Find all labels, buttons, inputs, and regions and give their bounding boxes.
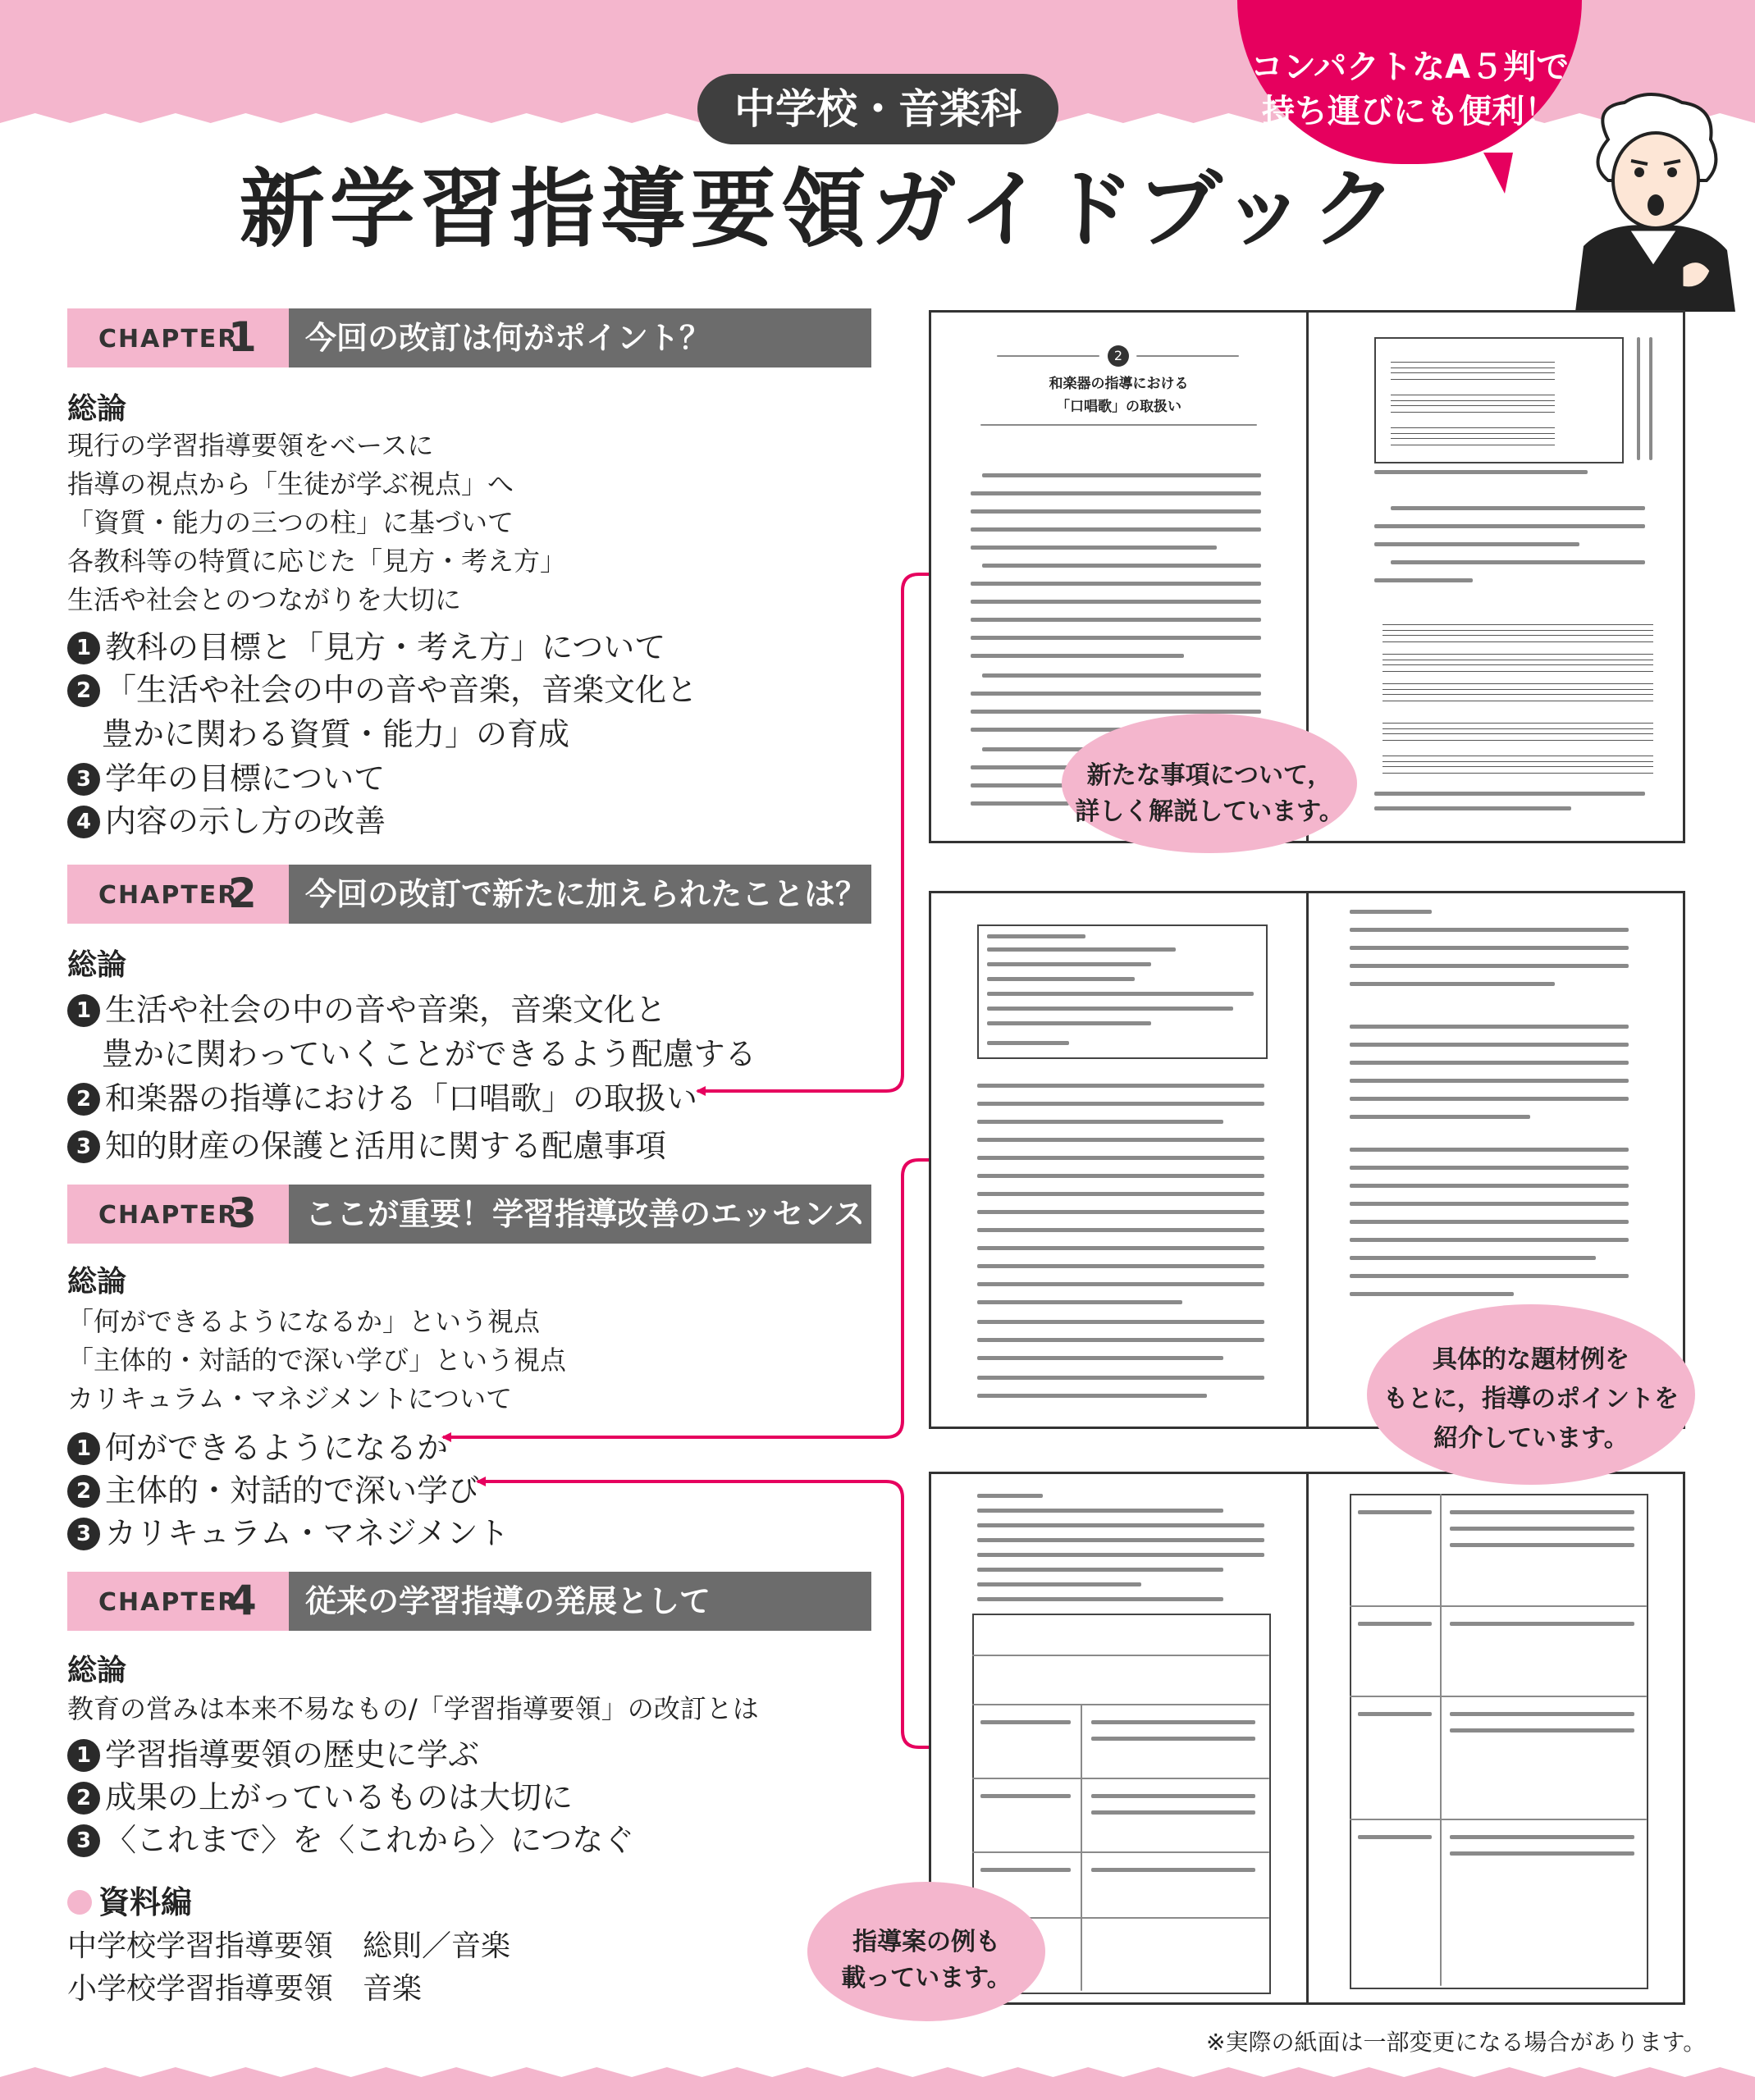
cell-text: [1358, 1622, 1432, 1626]
text-line: [977, 1523, 1264, 1527]
footnote: ※実際の紙面は一部変更になる場合があります。: [1206, 2029, 1707, 2056]
text-line: [987, 934, 1085, 938]
text-line: [971, 600, 1261, 604]
chapter-3-number: 3: [228, 1189, 257, 1237]
number-badge: 1: [67, 632, 100, 664]
chapter-3-line-2: 「主体的・対話的で深い学び」という視点: [67, 1344, 567, 1376]
text-line: [977, 1356, 1223, 1360]
text-line: [982, 564, 1261, 568]
chapter-2-tag: [67, 865, 289, 924]
text-line: [987, 992, 1254, 996]
item-text: カリキュラム・マネジメント: [105, 1515, 510, 1551]
chapter-4-tag: [67, 1572, 289, 1631]
chapter-1-number: 1: [228, 313, 257, 361]
item-text: 知的財産の保護と活用に関する配慮事項: [105, 1128, 667, 1164]
chapter-3-heading: ここが重要！学習指導改善のエッセンス: [289, 1185, 871, 1244]
cell-text: [1358, 1510, 1432, 1514]
staff-lines: [1383, 756, 1653, 774]
cell-text: [1450, 1510, 1634, 1514]
text-line: [1391, 560, 1645, 564]
text-line: [1350, 1115, 1530, 1119]
cell-text: [1358, 1835, 1432, 1839]
chapter-2-heading: 今回の改訂で新たに加えられたことは？: [289, 865, 871, 924]
text-line: [982, 673, 1261, 678]
title-rule: [1136, 355, 1239, 357]
callout-line: 詳しく解説しています。: [1075, 797, 1344, 826]
sample-3-callout: [807, 1882, 1045, 2021]
cell-text: [980, 1868, 1071, 1872]
text-line: [977, 1264, 1264, 1268]
staff-lines: [1383, 723, 1653, 741]
text-line: [971, 654, 1184, 658]
table-rule: [1350, 1819, 1647, 1820]
sample-2-callout: [1367, 1304, 1695, 1485]
chapter-4-item-2: [67, 1772, 573, 1817]
vertical-text: [1649, 337, 1652, 460]
sample-1-right-page: [1309, 313, 1683, 841]
chapter-3-line-1: 「何ができるようになるか」という視点: [67, 1306, 541, 1337]
text-line: [977, 1338, 1264, 1342]
table-rule: [1350, 1605, 1647, 1607]
item-text: 〈これまで〉を〈これから〉につなぐ: [105, 1822, 635, 1858]
chapter-3-item-1: [67, 1422, 448, 1468]
text-line: [1350, 1097, 1629, 1101]
item-text: 成果の上がっているものは大切に: [105, 1779, 574, 1815]
text-line: [1374, 542, 1579, 546]
text-line: [1350, 1061, 1629, 1065]
chapter-1-item-2: [67, 664, 697, 710]
corner-speech-bubble: [1237, 0, 1582, 164]
callout-line: もとに，指導のポイントを: [1383, 1385, 1679, 1413]
text-line: [977, 1228, 1264, 1232]
pink-dot-icon: [67, 1890, 92, 1915]
chapter-3-word: CHAPTER: [98, 1201, 239, 1230]
chapter-1-line-1: 現行の学習指導要領をベースに: [67, 430, 434, 461]
caption-line: [1374, 792, 1645, 796]
text-line: [977, 1494, 1043, 1498]
chapter-1-line-4: 各教科等の特質に応じた「見方・考え方」: [67, 546, 567, 577]
item-text: 教科の目標と「見方・考え方」について: [105, 629, 666, 665]
text-line: [1350, 1292, 1514, 1296]
number-badge: 2: [67, 1782, 100, 1815]
text-line: [987, 1007, 1233, 1011]
cell-text: [1091, 1868, 1255, 1872]
cell-text: [1450, 1835, 1634, 1839]
text-line: [1350, 946, 1629, 950]
chapter-1-item-3: [67, 753, 385, 798]
staff-lines: [1383, 654, 1653, 672]
text-line: [977, 1394, 1207, 1398]
sample-1-callout: [1062, 714, 1357, 853]
text-line: [1350, 1202, 1629, 1206]
text-line: [987, 1021, 1151, 1025]
chapter-4-item-3: [67, 1815, 634, 1860]
chapter-1-item-1: [67, 622, 665, 667]
callout-line: 載っています。: [841, 1964, 1012, 1993]
text-line: [971, 783, 1069, 788]
table-rule: [1081, 1704, 1082, 1991]
chapter-4-heading: 従来の学習指導の発展として: [289, 1572, 871, 1631]
staff-lines: [1391, 362, 1555, 380]
text-line: [977, 1282, 1264, 1286]
cell-text: [1450, 1712, 1634, 1716]
chapter-1-line-3: 「資質・能力の三つの柱」に基づいて: [67, 507, 514, 538]
text-line: [987, 1041, 1069, 1045]
chapter-3-item-3: [67, 1508, 509, 1553]
table-rule: [972, 1655, 1269, 1656]
text-line: [977, 1174, 1264, 1178]
number-badge: 2: [67, 1083, 100, 1116]
chapter-2-item-1-continued: 豊かに関わっていくことができるよう配慮する: [102, 1036, 756, 1072]
chapter-2-item-3: [67, 1121, 666, 1166]
text-line: [1350, 1220, 1629, 1224]
text-line: [971, 546, 1217, 550]
text-line: [977, 1210, 1264, 1214]
text-line: [982, 473, 1261, 477]
chapter-3-tag: [67, 1185, 289, 1244]
text-line: [977, 1376, 1264, 1380]
cell-text: [1450, 1851, 1634, 1856]
cell-text: [1091, 1720, 1255, 1724]
item-text: 和楽器の指導における「口唱歌」の取扱い: [105, 1080, 698, 1116]
chapter-2-item-2: [67, 1073, 697, 1118]
text-line: [1350, 1043, 1629, 1047]
text-line: [1391, 506, 1645, 510]
text-line: [977, 1509, 1223, 1513]
number-badge: 1: [67, 994, 100, 1027]
text-line: [987, 977, 1135, 981]
item-text: 何ができるようになるか: [105, 1430, 449, 1466]
item-text: 主体的・対話的で深い学び: [105, 1472, 480, 1509]
text-line: [977, 1120, 1223, 1124]
cell-text: [1091, 1810, 1255, 1815]
table-rule: [972, 1851, 1269, 1853]
cell-text: [1450, 1728, 1634, 1732]
cell-text: [1091, 1794, 1255, 1798]
chapter-1-line-5: 生活や社会とのつながりを大切に: [67, 584, 462, 615]
text-line: [977, 1553, 1264, 1557]
chapter-4-word: CHAPTER: [98, 1588, 239, 1617]
title-rule: [997, 355, 1099, 357]
text-line: [1350, 1148, 1629, 1152]
text-line: [977, 1192, 1264, 1196]
table-rule: [1440, 1494, 1442, 1986]
corner-bubble-line-1: コンパクトなA５判で: [1250, 48, 1570, 86]
number-badge: 4: [67, 806, 100, 838]
text-line: [971, 801, 1069, 806]
chapter-2-item-1: [67, 984, 666, 1029]
chapter-4-bar: [67, 1572, 871, 1631]
text-line: [977, 1538, 1264, 1542]
text-line: [1350, 910, 1432, 914]
cell-text: [1450, 1543, 1634, 1547]
item-text: 学年の目標について: [105, 760, 386, 797]
corner-bubble-tail: [1483, 153, 1513, 194]
sample-3-right-page: [1309, 1474, 1683, 2002]
caption-line: [1374, 806, 1571, 810]
callout-line: 新たな事項について，: [1086, 761, 1332, 790]
text-line: [971, 636, 1261, 640]
item-text: 学習指導要領の歴史に学ぶ: [105, 1737, 480, 1773]
item-text: 生活や社会の中の音や音楽，音楽文化と: [105, 992, 667, 1028]
sample-2-left-page: [931, 893, 1306, 1427]
text-line: [1374, 578, 1473, 582]
number-badge: 3: [67, 1130, 100, 1163]
text-line: [977, 1300, 1182, 1304]
chapter-1-tag: [67, 308, 289, 368]
reference-title-text: 資料編: [98, 1884, 193, 1920]
text-line: [977, 1568, 1223, 1572]
chapter-1-line-2: 指導の視点から「生徒が学ぶ視点」へ: [67, 468, 514, 500]
text-line: [971, 618, 1261, 622]
chapter-2-number: 2: [228, 870, 257, 917]
text-line: [977, 1582, 1141, 1586]
text-line: [1350, 1256, 1596, 1260]
lesson-plan-table: [1350, 1494, 1648, 1989]
number-badge: 1: [67, 1432, 100, 1465]
number-badge: 3: [67, 1824, 100, 1857]
text-line: [1350, 928, 1629, 932]
chapter-4-section-title: 総論: [67, 1654, 127, 1687]
composer-mascot-icon: [1559, 90, 1748, 312]
item-text: 「生活や社会の中の音や音楽，音楽文化と: [105, 672, 698, 708]
callout-line: 指導案の例も: [852, 1928, 1000, 1956]
text-line: [977, 1138, 1264, 1142]
text-line: [971, 509, 1261, 514]
table-rule: [972, 1778, 1269, 1779]
cell-text: [1091, 1737, 1255, 1741]
text-line: [1350, 982, 1555, 986]
number-badge: 2: [67, 1475, 100, 1508]
chapter-1-section-title: 総論: [67, 392, 127, 426]
text-line: [977, 1597, 1223, 1601]
cell-text: [1358, 1712, 1432, 1716]
text-line: [977, 1084, 1264, 1088]
reference-title: [67, 1877, 192, 1922]
number-badge: 2: [67, 674, 100, 707]
chapter-1-heading: 今回の改訂は何がポイント？: [289, 308, 871, 368]
corner-bubble-line-2: 持ち運びにも便利！: [1262, 93, 1557, 130]
table-rule: [1350, 1696, 1647, 1697]
staff-lines: [1383, 624, 1653, 642]
caption-line: [1374, 470, 1588, 474]
sample-1-title-line-2: 「口唱歌」の取扱い: [1056, 399, 1181, 415]
vertical-text: [1637, 337, 1640, 460]
callout-line: 紹介しています。: [1433, 1424, 1629, 1453]
text-line: [1350, 1079, 1629, 1083]
text-line: [971, 692, 1261, 696]
chapter-4-number: 4: [228, 1577, 257, 1624]
chapter-2-section-title: 総論: [67, 948, 127, 982]
title-rule: [980, 424, 1257, 426]
text-line: [1350, 1166, 1629, 1170]
chapter-1-item-2-continued: 豊かに関わる資質・能力」の育成: [102, 716, 570, 752]
number-badge: 3: [67, 1518, 100, 1550]
number-badge: 3: [67, 763, 100, 796]
text-line: [977, 1246, 1264, 1250]
text-line: [977, 1156, 1264, 1160]
chapter-2-bar: [67, 865, 871, 924]
staff-lines: [1391, 395, 1555, 413]
text-line: [971, 527, 1261, 532]
callout-line: 具体的な題材例を: [1433, 1345, 1629, 1374]
cell-text: [980, 1720, 1071, 1724]
chapter-2-word: CHAPTER: [98, 881, 239, 910]
text-line: [971, 582, 1261, 586]
text-line: [1350, 1274, 1629, 1278]
cell-text: [980, 1794, 1071, 1798]
text-line: [1374, 524, 1645, 528]
sample-1-badge: 2: [1108, 345, 1129, 367]
text-line: [987, 947, 1176, 952]
chapter-3-section-title: 総論: [67, 1265, 127, 1299]
text-line: [1350, 1238, 1629, 1242]
table-rule: [972, 1704, 1269, 1705]
text-line: [977, 1102, 1264, 1106]
text-line: [1350, 1025, 1629, 1029]
subject-label: 中学校・音楽科: [697, 74, 1058, 144]
chapter-3-bar: [67, 1185, 871, 1244]
staff-lines: [1383, 683, 1653, 701]
text-line: [1350, 1184, 1629, 1188]
bottom-decorative-band: [0, 2067, 1755, 2100]
text-line: [1350, 964, 1629, 968]
page-title: 新学習指導要領ガイドブック: [239, 159, 1402, 259]
number-badge: 1: [67, 1739, 100, 1772]
cell-text: [1450, 1527, 1634, 1531]
text-line: [977, 1320, 1264, 1324]
chapter-1-bar: [67, 308, 871, 368]
chapter-3-item-2: [67, 1465, 479, 1510]
cell-text: [1450, 1622, 1634, 1626]
chapter-1-word: CHAPTER: [98, 325, 239, 354]
chapter-1-item-4: [67, 796, 386, 841]
staff-lines: [1391, 427, 1555, 445]
item-text: 内容の示し方の改善: [105, 803, 386, 839]
chapter-3-line-3: カリキュラム・マネジメントについて: [67, 1383, 513, 1414]
text-line: [971, 491, 1261, 495]
sample-1-title-line-1: 和楽器の指導における: [1049, 376, 1189, 392]
chapter-4-item-1: [67, 1729, 479, 1774]
text-line: [987, 962, 1151, 966]
reference-line-1: 中学校学習指導要領 総則／音楽: [67, 1929, 511, 1963]
reference-line-2: 小学校学習指導要領 音楽: [67, 1972, 423, 2006]
chapter-4-line-1: 教育の営みは本来不易なもの/「学習指導要領」の改訂とは: [67, 1693, 759, 1724]
